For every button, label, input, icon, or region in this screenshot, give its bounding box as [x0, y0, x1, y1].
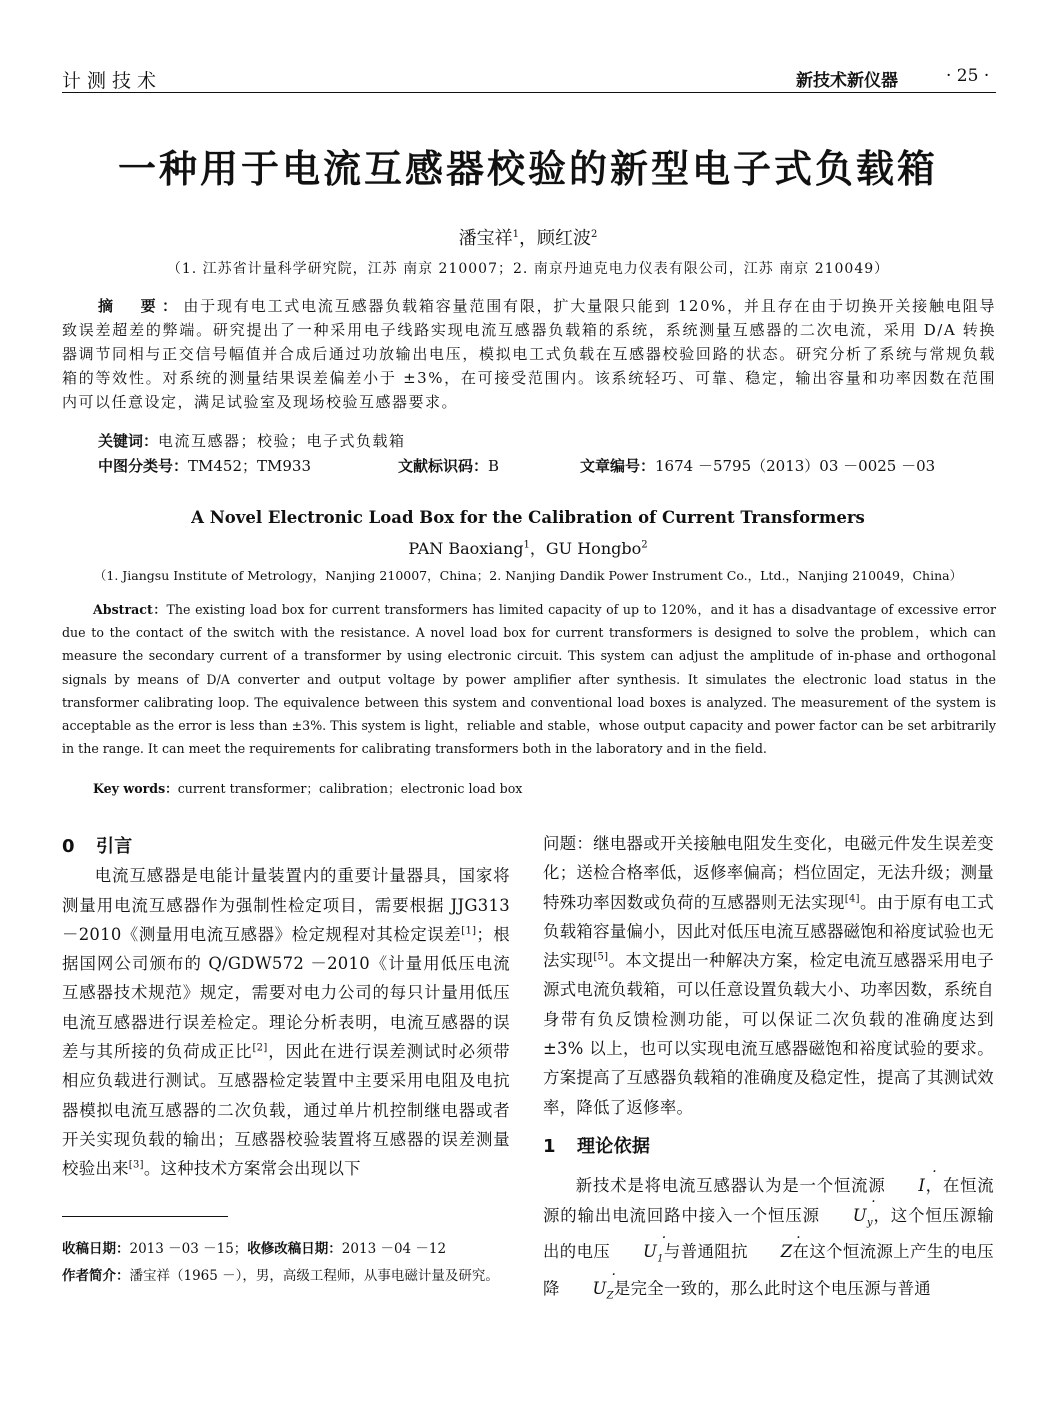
- clc-value: TM452；TM933: [188, 457, 312, 475]
- doc-code: [398, 455, 499, 476]
- theory-text-5: 在这个恒流源上产生的电压降: [543, 1242, 994, 1298]
- theory-text-3: ，这个恒压源输出的电压: [543, 1205, 994, 1262]
- english-keywords-text: current transformer；calibration；electronic load box: [177, 781, 523, 796]
- footnote-dates: [62, 1238, 512, 1261]
- symbol-impedance-Z: · Z: [748, 1237, 793, 1266]
- abstract-cn-text: 由于现有电工式电流互感器负载箱容量范围有限，扩大量限只能到 120%，并且存在由于切换开关接触电阻导致误差超差的弊端。研究提出了一种采用电子线路实现电流互感器负载箱的系统，系统测量互感器的二次电流，采用 D/A 转换器调节同相与正交信号幅值并合成后通过功放输出电压，模拟电工式负载在互感器校验回路的状态。研究分析了系统与常规负载箱的等效性。对系统的测量结果误差偏差小于 ±3%，在可接受范围内。该系统轻巧、可靠、稳定，输出容量和功率因数在范围内可以任意设定，满足试验室及现场校验互感器要求。: [62, 297, 996, 411]
- author-separator: ，: [519, 228, 537, 249]
- english-affiliation: （1. Jiangsu Institute of Metrology，Nanjing 210007，China；2. Nanjing Dandik Power Instrument Co.，Ltd.，Nanjing 210049，China）: [93, 568, 963, 583]
- citation-4: [4]: [844, 893, 860, 905]
- theory-text-6: 是完全一致的，那么此时这个电压源与普通: [613, 1278, 931, 1298]
- theory-text-1: 新技术是将电流互感器认为是一个恒流源: [575, 1176, 886, 1196]
- english-keywords-label: Key words：: [93, 781, 178, 796]
- doc-label: 文献标识码：: [398, 457, 489, 475]
- english-keywords: [93, 778, 522, 797]
- revised-date: 2013 －04 －12: [341, 1241, 447, 1257]
- right-column: [543, 829, 994, 1310]
- citation-1: [1]: [461, 925, 477, 937]
- section-0-title: 引言: [96, 836, 133, 857]
- footnote-rule: [62, 1216, 228, 1217]
- abstract-cn-label: 摘 要：: [98, 297, 184, 315]
- article-number: [580, 455, 935, 476]
- author-1: 潘宝祥: [458, 228, 513, 249]
- english-author-1: PAN Baoxiang: [408, 539, 524, 558]
- keywords-cn-text: 电流互感器；校验；电子式负载箱: [158, 432, 406, 450]
- intro-text-d: 。这种技术方案常会出现以下: [143, 1159, 361, 1179]
- revised-label: 收修改稿日期：: [247, 1241, 342, 1257]
- intro-paragraph-1: [62, 861, 510, 1183]
- english-author-2: GU Hongbo: [545, 539, 642, 558]
- author-2-mark: 2: [591, 229, 598, 240]
- intro-text-b: ；根据国网公司颁布的 Q/GDW572 －2010《计量用低压电流互感器技术规范》规定，需要对电力公司的每只计量用低压电流互感器进行误差检定。理论分析表明，电流互感器的误差与其所接的负荷成正比: [62, 924, 510, 1062]
- author-2: 顾红波: [537, 228, 591, 249]
- received-label: 收稿日期：: [62, 1241, 130, 1257]
- author-bio-label: 作者简介：: [62, 1268, 130, 1284]
- keywords-cn-label: 关键词：: [98, 432, 159, 450]
- english-abstract-label: Abstract：: [93, 602, 167, 617]
- section-name: 新技术新仪器: [796, 71, 898, 91]
- english-abstract-text: The existing load box for current transformers has limited capacity of up to 120%，and it has a disadvantage of excessive error due to the contact of the switch with the resistance. A novel load box for current transformers is designed to solve the problem，which can measure the secondary current of a transformer by using electronic circuit. This system can adjust the amplitude of in-phase and orthogonal signals by means of D/A converter and output voltage by power amplifier after synthesis. It simulates the electronic load status in the transformer calibrating loop. The equivalence between this system and conventional load boxes is analyzed. The measurement of the system is acceptable as the error is less than ±3%. This system is light，reliable and stable，whose output capacity and power factor can be set arbitrarily in the range. It can meet the requirements for calibrating transformers both in the laboratory and in the field.: [62, 602, 997, 757]
- intro-text-e: 问题：继电器或开关接触电阻发生变化，电磁元件发生误差变化；送检合格率低，返修率偏高；档位固定，无法升级；测量特殊功率因数或负荷的互感器则无法实现: [543, 834, 994, 912]
- intro-text-c: ，因此在进行误差测试时必须带相应负载进行测试。互感器检定装置中主要采用电阻及电抗器模拟电流互感器的二次负载，通过单片机控制继电器或者开关实现负载的输出；互感器校验装置将互感器的误差测量校验出来: [62, 1042, 510, 1179]
- citation-3: [3]: [128, 1159, 144, 1171]
- english-author-separator: ，: [529, 539, 546, 558]
- section-0-heading: [62, 832, 510, 861]
- left-column: [62, 832, 510, 1184]
- english-author-2-mark: 2: [641, 539, 648, 551]
- citation-5: [5]: [593, 951, 609, 963]
- doc-value: B: [488, 457, 500, 475]
- english-abstract: [62, 598, 996, 760]
- clc-number: [98, 455, 311, 476]
- english-author-1-mark: 1: [523, 539, 530, 551]
- footnote-author: [62, 1265, 512, 1288]
- affiliation: （1. 江苏省计量科学研究院，江苏 南京 210007；2. 南京丹迪克电力仪表有限公司，江苏 南京 210049）: [166, 261, 890, 277]
- intro-text-a: 电流互感器是电能计量装置内的重要计量器具，国家将测量用电流互感器作为强制性检定项目，需要根据 JJG313 －2010《测量用电流互感器》检定规程对其检定误差: [62, 866, 510, 944]
- author-1-mark: 1: [512, 229, 519, 240]
- header-rule: [62, 92, 996, 93]
- intro-text-f: 。由于原有电工式负载箱容量偏小，因此对低压电流互感器磁饱和裕度试验也无法实现: [543, 892, 995, 971]
- section-0-number: 0: [62, 836, 75, 857]
- symbol-voltage-Uy: · $U_y$: [820, 1201, 873, 1238]
- authors: [0, 224, 1056, 250]
- theory-text-2: ，在恒流源的输出电流回路中接入一个恒压源: [543, 1176, 994, 1225]
- keywords-cn: [98, 430, 406, 451]
- english-title: A Novel Electronic Load Box for the Calibration of Current Transformers: [191, 508, 865, 527]
- page-number: · 25 ·: [946, 66, 990, 86]
- article-label: 文章编号：: [580, 457, 656, 475]
- intro-text-g: 。本文提出一种解决方案，检定电流互感器采用电子源式电流负载箱，可以任意设置负载大小、功率因数，系统自身带有负反馈检测功能，可以保证二次负载的准确度达到 ±3% 以上，也可以实现电流互感器磁饱和裕度试验的要求。方案提高了互感器负载箱的准确度及稳定性，提高了其测试效率，降低了返修率。: [543, 951, 995, 1117]
- symbol-voltage-U1: · $U_1$: [610, 1237, 664, 1274]
- received-date: 2013 －03 －15: [129, 1241, 234, 1257]
- citation-2: [2]: [252, 1042, 268, 1054]
- section-1-heading: [543, 1132, 994, 1161]
- intro-paragraph-2: [543, 829, 994, 1122]
- english-authors: [0, 536, 1056, 559]
- journal-name: 计测技术: [62, 70, 163, 92]
- abstract-cn: [62, 294, 996, 414]
- theory-text-4: 与普通阻抗: [663, 1242, 748, 1262]
- section-1-title: 理论依据: [577, 1135, 651, 1157]
- author-bio-text: 潘宝祥（1965 －），男，高级工程师，从事电磁计量及研究。: [129, 1268, 499, 1284]
- article-value: 1674 －5795（2013）03 －0025 －03: [655, 457, 936, 475]
- clc-label: 中图分类号：: [98, 457, 189, 475]
- footnote-separator: ；: [233, 1241, 248, 1257]
- symbol-voltage-Uz: · $U_Z$: [560, 1274, 614, 1311]
- paper-title: 一种用于电流互感器校验的新型电子式负载箱: [117, 147, 938, 191]
- symbol-current-I: · I: [886, 1171, 926, 1200]
- theory-paragraph: [543, 1171, 994, 1310]
- section-1-number: 1: [543, 1135, 556, 1157]
